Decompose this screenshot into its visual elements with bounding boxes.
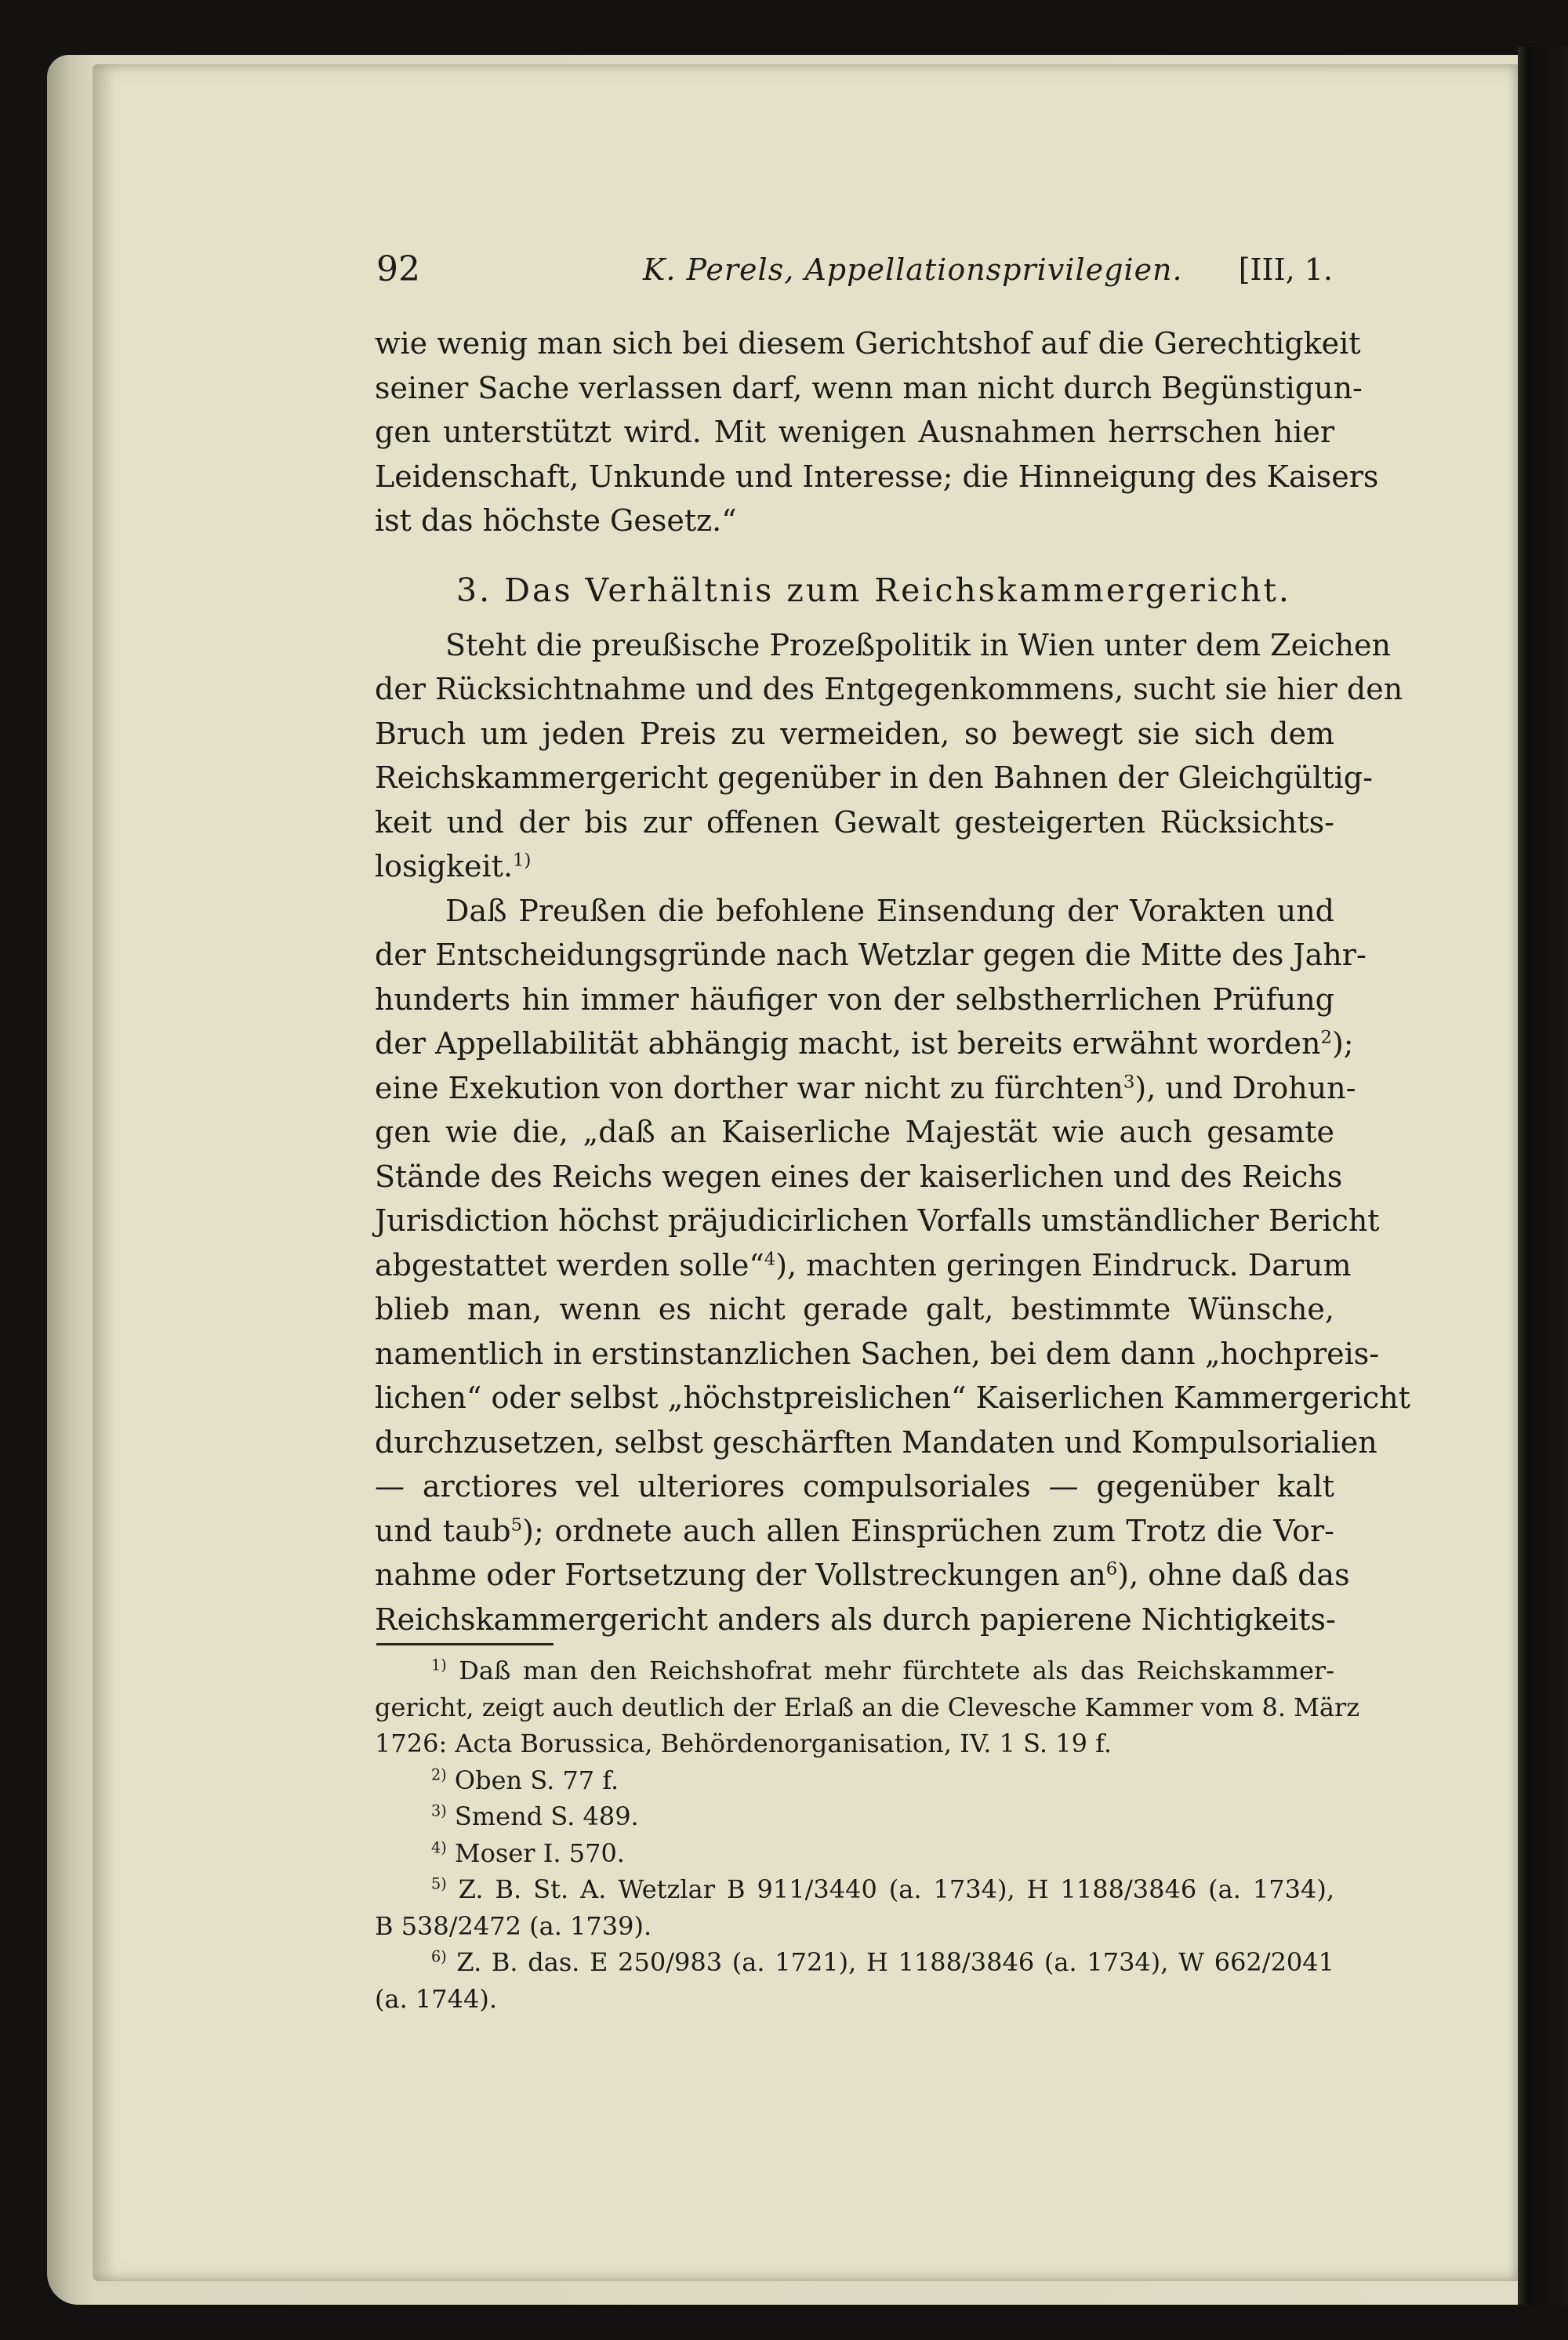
footnote-4 (375, 1835, 1334, 1872)
main-text (375, 321, 1410, 1642)
text-line: namentlich in erstinstanzlichen Sachen, bei dem dann „hochpreis- (375, 1336, 1380, 1371)
footnote-mark: 3) (431, 1801, 447, 1820)
footnote-mark: 2) (431, 1765, 447, 1783)
footnote-line: (a. 1744). (375, 1983, 497, 2014)
text-line: der Rücksichtnahme und des Entgegenkommens, sucht sie hier den (375, 672, 1403, 706)
text-fragment: abgestattet werden solle“ (375, 1247, 764, 1282)
text-line (375, 1509, 1334, 1554)
footnote-5 (375, 1871, 1334, 1908)
footnote-3 (375, 1798, 1334, 1835)
page-number: 92 (376, 249, 420, 289)
text-line: durchzusetzen, selbst geschärften Mandaten und Kompulsorialien (375, 1424, 1377, 1460)
footnote-mark: 6) (431, 1947, 447, 1966)
section-heading: 3. Das Verhältnis zum Reichskammergericht. (456, 571, 1291, 609)
text-fragment: ); (1331, 1026, 1354, 1061)
footnote-mark: 4) (431, 1838, 447, 1856)
text-line: lichen“ oder selbst „höchstpreislichen“ Kaiserlichen Kammergericht (375, 1380, 1410, 1415)
footnote-text: Daß man den Reichshofrat mehr fürchtete als das Reichskammer- (459, 1656, 1335, 1685)
text-line (375, 1066, 1356, 1111)
footnote-ref: 2 (1320, 1027, 1332, 1048)
text-line: wie wenig man sich bei diesem Gerichtshof auf die Gerechtigkeit (375, 326, 1361, 361)
text-fragment: und taub (375, 1513, 511, 1548)
text-fragment: ), und Drohun- (1134, 1070, 1356, 1105)
text-line (375, 1243, 1352, 1288)
text-fragment: losigkeit. (375, 849, 514, 883)
footnote-line: B 538/2472 (a. 1739). (375, 1910, 652, 1941)
text-line: — arctiores vel ulteriores compulsoriales — gegenüber kalt (375, 1469, 1334, 1504)
text-line: Reichskammergericht gegenüber in den Bahnen der Gleichgültig- (375, 760, 1373, 795)
running-title: K. Perels, Appellationsprivilegien. (643, 252, 1183, 287)
footnote-mark: 5) (431, 1874, 447, 1893)
text-line: Stände des Reichs wegen eines der kaiserlichen und des Reichs (375, 1159, 1343, 1194)
footnote-text: Moser I. 570. (454, 1838, 625, 1868)
text-line: Leidenschaft, Unkunde und Interesse; die Hinneigung des Kaisers (375, 459, 1379, 494)
text-fragment: ), ohne daß das (1117, 1558, 1350, 1592)
text-line: blieb man, wenn es nicht gerade galt, bestimmte Wünsche, (375, 1292, 1334, 1326)
footnote-text: Z. B. St. A. Wetzlar B 911/3440 (a. 1734), H 1188/3846 (a. 1734), (458, 1874, 1335, 1904)
footnote-rule (376, 1643, 554, 1645)
footnote-ref: 1) (513, 850, 532, 871)
footnotes (375, 1653, 1360, 2017)
running-header (376, 249, 1333, 296)
book-gutter (1518, 47, 1568, 2305)
footnote-ref: 6 (1105, 1558, 1118, 1580)
section-reference: [III, 1. (1238, 252, 1333, 287)
text-line: Steht die preußische Prozeßpolitik in Wien unter dem Zeichen (445, 627, 1391, 662)
text-line: seiner Sache verlassen darf, wenn man nicht durch Begünstigun- (375, 370, 1363, 405)
footnote-2 (375, 1762, 1334, 1799)
text-line: gen wie die, „daß an Kaiserliche Majestät wie auch gesamte (375, 1115, 1334, 1149)
footnote-text: Z. B. das. E 250/983 (a. 1721), H 1188/3846 (a. 1734), W 662/2041 (456, 1947, 1335, 1977)
text-fragment: ), machten geringen Eindruck. Darum (775, 1247, 1352, 1282)
text-line (375, 844, 1334, 889)
footnote-1 (375, 1653, 1334, 1689)
footnote-line: 1726: Acta Borussica, Behördenorganisation, IV. 1 S. 19 f. (375, 1729, 1112, 1758)
text-line: ist das höchste Gesetz.“ (375, 503, 737, 538)
text-fragment: ); ordnete auch allen Einsprüchen zum Trotz die Vor- (522, 1513, 1335, 1548)
text-line: hunderts hin immer häufiger von der selbstherrlichen Prüfung (375, 981, 1334, 1017)
text-line: Daß Preußen die befohlene Einsendung der Vorakten und (445, 893, 1334, 928)
text-line (375, 1553, 1350, 1598)
footnote-text: Smend S. 489. (454, 1801, 639, 1831)
text-line: der Entscheidungsgründe nach Wetzlar gegen die Mitte des Jahr- (375, 938, 1367, 972)
footnote-mark: 1) (431, 1656, 447, 1674)
text-fragment: nahme oder Fortsetzung der Vollstreckungen an (375, 1558, 1106, 1592)
text-line: Bruch um jeden Preis zu vermeiden, so bewegt sie sich dem (375, 716, 1334, 751)
text-line: Jurisdiction höchst präjudicirlichen Vorfalls umständlicher Bericht (375, 1203, 1380, 1238)
text-line: keit und der bis zur offenen Gewalt gesteigerten Rücksichts- (375, 804, 1334, 840)
footnote-6 (375, 1944, 1334, 1981)
text-fragment: eine Exekution von dorther war nicht zu fürchten (375, 1070, 1123, 1105)
text-line: gen unterstützt wird. Mit wenigen Ausnahmen herrschen hier (375, 415, 1334, 449)
footnote-ref: 5 (510, 1514, 523, 1535)
text-line: Reichskammergericht anders als durch papierene Nichtigkeits- (375, 1602, 1336, 1637)
footnote-ref: 4 (764, 1248, 776, 1269)
footnote-text: Oben S. 77 f. (454, 1765, 619, 1795)
text-fragment: der Appellabilität abhängig macht, ist bereits erwähnt worden (375, 1026, 1321, 1061)
text-line (375, 1021, 1354, 1066)
footnote-line: gericht, zeigt auch deutlich der Erlaß an die Clevesche Kammer vom 8. März (375, 1692, 1360, 1722)
footnote-ref: 3 (1123, 1071, 1135, 1092)
